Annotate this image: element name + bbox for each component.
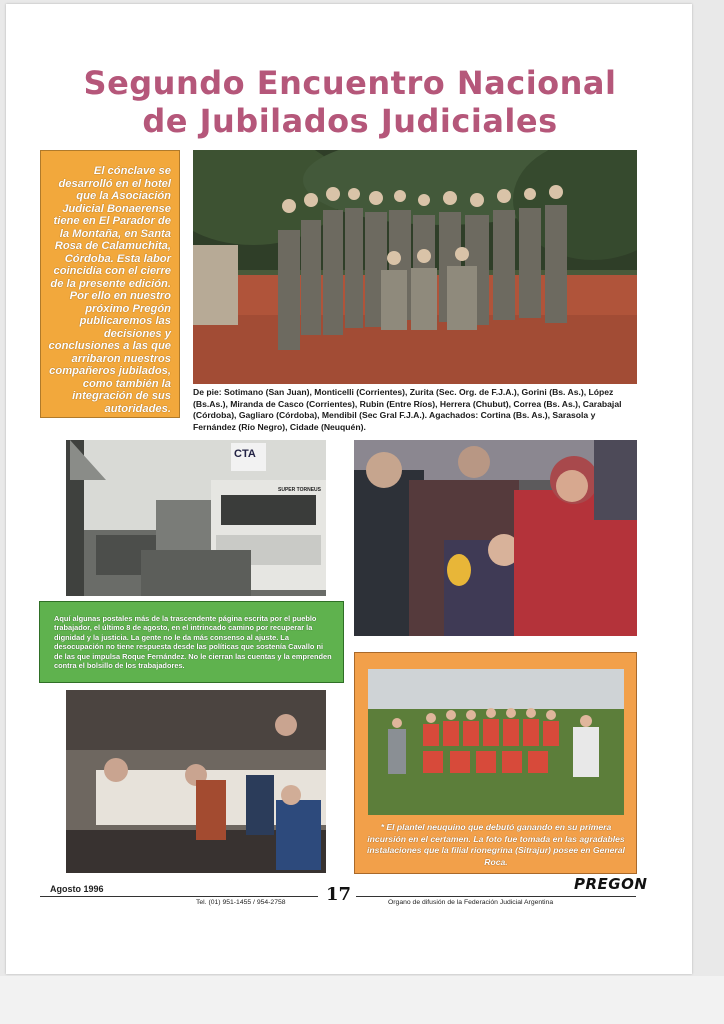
postcards-text: Aquí algunas postales más de la trascendente página escrita por el pueblo trabajador, el último 8 de agosto, en el intrincado camino por recuperar la dignidad y la justicia. La gente no le da más consenso al ajuste. La desocupación no tiene respuesta desde las políticas que sostenía Cavallo ni de las que impulsa Roque Fernández. No le cierran las cuentas y la emprenden contra el bolsillo de los trabajadores. bbox=[54, 614, 332, 671]
footer-rule-left bbox=[40, 896, 318, 897]
pregon-logo: PREGON bbox=[574, 875, 648, 893]
footer-phone: Tel. (01) 951-1455 / 954-2758 bbox=[196, 899, 286, 906]
issue-date: Agosto 1996 bbox=[50, 884, 104, 894]
crowd-photo bbox=[354, 440, 637, 636]
intro-box bbox=[40, 150, 180, 418]
truck-brand-text: SUPER TORNEUS bbox=[278, 487, 321, 493]
march-photo bbox=[66, 690, 326, 873]
postcards-box bbox=[39, 601, 344, 683]
intro-text: El cónclave se desarrolló en el hotel que la Asociación Judicial Bonaerense tiene en El Parador de la Montaña, en Santa Rosa de Calamuchita, Córdoba. Esta labor coincidía con el cierre de la presente edición. Por ello en nuestro próximo Pregón publicaremos las decisiones y conclusiones a las que arribaron nuestros compañeros jubilados, como también la integración de sus autoridades. bbox=[48, 165, 171, 415]
footer-organization: Organo de difusión de la Federación Judicial Argentina bbox=[388, 899, 554, 906]
team-photo-caption: * El plantel neuquino que debutó ganando en su primera incursión en el certamen. La foto fue tomada en las agradables instalaciones que la filial rionegrina (Sitrajur) posee en General Roca. bbox=[367, 822, 625, 867]
title-line-2: de Jubilados Judiciales bbox=[142, 102, 558, 140]
group-photo bbox=[193, 150, 637, 384]
group-photo-caption: De pie: Sotimano (San Juan), Monticelli (Corrientes), Zurita (Sec. Org. de F.J.A.), Gorini (Bs. As.), López (Bs.As.), Miranda de Casco (Corrientes), Rubin (Entre Ríos), Herrera (Chubut), Correa (Bs. As.), Carabajal (Córdoba), Gagliaro (Córdoba), Mendibil (Sec Gral F.J.A.). Agachados: Cortina (Bs. As.), Sarasola y Fernández (Río Negro), Cidade (Neuquén). bbox=[193, 387, 622, 432]
article-title bbox=[40, 64, 660, 140]
scan-background bbox=[0, 976, 724, 1024]
truck-photo bbox=[66, 440, 326, 596]
team-photo bbox=[368, 669, 624, 815]
footer-rule-right bbox=[356, 896, 636, 897]
page-number: 17 bbox=[326, 884, 352, 905]
title-line-1: Segundo Encuentro Nacional bbox=[83, 64, 617, 102]
cta-flag-text: CTA bbox=[234, 448, 256, 460]
